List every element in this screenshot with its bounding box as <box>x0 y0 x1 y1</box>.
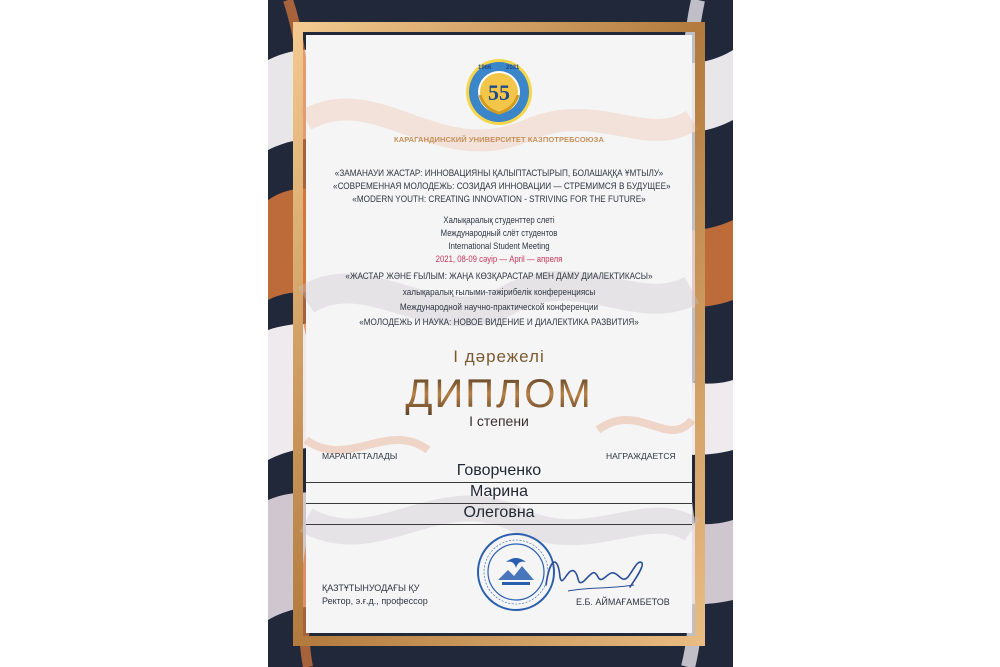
event-title-en: «MODERN YOUTH: CREATING INNOVATION - STRIVING FOR THE FUTURE» <box>352 194 646 205</box>
award-label-ru: НАГРАЖДАЕТСЯ <box>606 451 676 461</box>
event-type-kz: Халықаралық студенттер слеті <box>443 215 555 225</box>
recipient-patronymic: Олеговна <box>463 504 535 521</box>
conference-title-kz: «ЖАСТАР ЖӘНЕ ҒЫЛЫМ: ЖАҢА КӨЗҚАРАСТАР МЕН ДАМУ ДИАЛЕКТИКАСЫ» <box>345 271 653 282</box>
recipient-surname: Говорченко <box>456 462 542 479</box>
conference-title-ru: «МОЛОДЕЖЬ И НАУКА: НОВОЕ ВИДЕНИЕ И ДИАЛЕКТИКА РАЗВИТИЯ» <box>359 317 639 328</box>
event-title-kz: «ЗАМАНАУИ ЖАСТАР: ИННОВАЦИЯНЫ ҚАЛЫПТАСТЫРЫП, БОЛАШАҚҚА ҰМТЫЛУ» <box>334 168 664 179</box>
rector-signature <box>538 547 648 595</box>
event-type-ru: Международный слёт студентов <box>440 228 558 238</box>
conference-type-ru: Международной научно-практической конференции <box>399 302 599 313</box>
event-type-en: International Student Meeting <box>448 241 550 251</box>
signatory-name: Е.Б. АЙМАҒАМБЕТОВ <box>576 597 670 607</box>
event-dates: 2021, 08-09 сәуір — April — апреля <box>435 254 563 264</box>
jubilee-year-left: 1966 <box>478 65 492 71</box>
recipient-first-name: Марина <box>470 483 528 500</box>
jubilee-year-right: 2021 <box>506 65 520 71</box>
jubilee-number: 55 <box>488 80 510 105</box>
diploma-content <box>306 35 692 633</box>
diploma-degree-ru: І степени <box>469 413 529 429</box>
svg-text:ДИПЛОМ: ДИПЛОМ <box>405 372 593 415</box>
award-label-kz: МАРАПАТТАЛАДЫ <box>322 451 398 461</box>
conference-type-kz: халықаралық ғылыми-тәжірибелік конференциясы <box>402 287 596 298</box>
event-title-ru: «СОВРЕМЕННАЯ МОЛОДЕЖЬ: СОЗИДАЯ ИННОВАЦИИ — СТРЕМИМСЯ В БУДУЩЕЕ» <box>333 181 671 192</box>
name-line-3 <box>306 524 692 525</box>
diploma-degree-kz: І дәрежелі <box>453 347 545 366</box>
signatory-position: Ректор, э.ғ.д., профессор <box>322 596 428 606</box>
university-name: КАРАГАНДИНСКИЙ УНИВЕРСИТЕТ КАЗПОТРЕБСОЮЗА <box>394 135 604 144</box>
diploma-title <box>306 365 692 415</box>
jubilee-emblem <box>464 57 534 127</box>
signatory-org: ҚАЗТҰТЫНУОДАҒЫ ҚУ <box>322 583 420 593</box>
